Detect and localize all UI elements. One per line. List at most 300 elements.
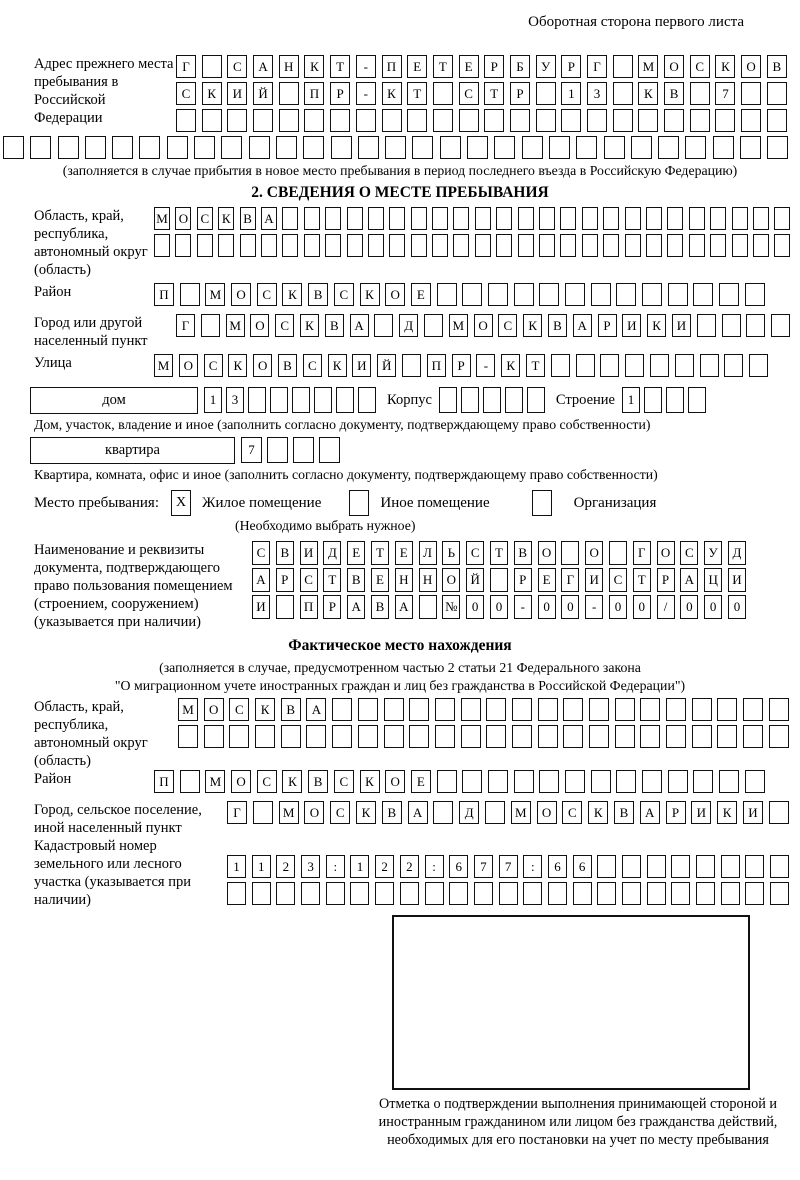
char-cell[interactable]: [741, 82, 761, 105]
char-cell[interactable]: [461, 725, 481, 748]
char-cell[interactable]: [615, 698, 635, 721]
char-cell[interactable]: [432, 234, 448, 257]
char-cell[interactable]: [692, 698, 712, 721]
char-cell[interactable]: И: [743, 801, 763, 824]
char-cell[interactable]: Р: [323, 595, 341, 619]
char-cell[interactable]: 3: [587, 82, 607, 105]
char-cell[interactable]: [658, 136, 679, 159]
char-cell[interactable]: [462, 283, 482, 306]
char-cell[interactable]: [301, 882, 320, 905]
char-cell[interactable]: [409, 725, 429, 748]
char-cell[interactable]: [597, 855, 616, 878]
char-cell[interactable]: К: [360, 770, 380, 793]
char-cell[interactable]: П: [154, 283, 174, 306]
char-cell[interactable]: [30, 136, 51, 159]
char-cell[interactable]: [347, 207, 363, 230]
char-cell[interactable]: О: [250, 314, 269, 337]
char-cell[interactable]: [261, 234, 277, 257]
char-cell[interactable]: [347, 234, 363, 257]
char-cell[interactable]: [474, 882, 493, 905]
char-cell[interactable]: К: [717, 801, 737, 824]
char-cell[interactable]: -: [514, 595, 532, 619]
char-cell[interactable]: [700, 354, 719, 377]
char-cell[interactable]: [202, 55, 222, 78]
char-cell[interactable]: Т: [490, 541, 508, 565]
char-cell[interactable]: [587, 109, 607, 132]
char-cell[interactable]: [374, 314, 393, 337]
char-cell[interactable]: Г: [587, 55, 607, 78]
char-cell[interactable]: [358, 698, 378, 721]
char-cell[interactable]: -: [356, 82, 376, 105]
char-cell[interactable]: О: [664, 55, 684, 78]
char-cell[interactable]: [139, 136, 160, 159]
char-cell[interactable]: [650, 354, 669, 377]
char-cell[interactable]: Р: [657, 568, 675, 592]
char-cell[interactable]: [253, 801, 273, 824]
char-cell[interactable]: [576, 136, 597, 159]
char-cell[interactable]: [640, 698, 660, 721]
char-cell[interactable]: [424, 314, 443, 337]
char-cell[interactable]: В: [548, 314, 567, 337]
char-cell[interactable]: [573, 882, 592, 905]
char-cell[interactable]: [276, 136, 297, 159]
char-cell[interactable]: Й: [253, 82, 273, 105]
char-cell[interactable]: [85, 136, 106, 159]
char-cell[interactable]: [400, 882, 419, 905]
char-cell[interactable]: [505, 387, 523, 413]
char-cell[interactable]: [453, 207, 469, 230]
char-cell[interactable]: К: [647, 314, 666, 337]
char-cell[interactable]: [435, 725, 455, 748]
char-cell[interactable]: И: [585, 568, 603, 592]
char-cell[interactable]: [745, 283, 765, 306]
char-cell[interactable]: [304, 207, 320, 230]
char-cell[interactable]: М: [511, 801, 531, 824]
char-cell[interactable]: [719, 770, 739, 793]
char-cell[interactable]: [330, 109, 350, 132]
char-cell[interactable]: 2: [276, 855, 295, 878]
char-cell[interactable]: [325, 234, 341, 257]
char-cell[interactable]: [306, 725, 326, 748]
char-cell[interactable]: [411, 234, 427, 257]
char-cell[interactable]: [538, 698, 558, 721]
char-cell[interactable]: [769, 698, 789, 721]
char-cell[interactable]: [565, 770, 585, 793]
char-cell[interactable]: [613, 109, 633, 132]
char-cell[interactable]: В: [614, 801, 634, 824]
char-cell[interactable]: С: [300, 568, 318, 592]
char-cell[interactable]: [609, 541, 627, 565]
char-cell[interactable]: С: [334, 770, 354, 793]
char-cell[interactable]: [753, 207, 769, 230]
char-cell[interactable]: 2: [400, 855, 419, 878]
char-cell[interactable]: Г: [633, 541, 651, 565]
char-cell[interactable]: [745, 855, 764, 878]
char-cell[interactable]: Т: [330, 55, 350, 78]
char-cell[interactable]: [461, 387, 479, 413]
char-cell[interactable]: [692, 725, 712, 748]
char-cell[interactable]: [326, 882, 345, 905]
char-cell[interactable]: О: [537, 801, 557, 824]
char-cell[interactable]: [527, 387, 545, 413]
char-cell[interactable]: Р: [330, 82, 350, 105]
char-cell[interactable]: 0: [633, 595, 651, 619]
char-cell[interactable]: 7: [474, 855, 493, 878]
char-cell[interactable]: [675, 354, 694, 377]
char-cell[interactable]: Л: [419, 541, 437, 565]
char-cell[interactable]: [722, 314, 741, 337]
char-cell[interactable]: [667, 234, 683, 257]
char-cell[interactable]: [710, 207, 726, 230]
char-cell[interactable]: [356, 109, 376, 132]
char-cell[interactable]: [666, 698, 686, 721]
char-cell[interactable]: [485, 801, 505, 824]
char-cell[interactable]: [270, 387, 288, 413]
char-cell[interactable]: [267, 437, 288, 463]
char-cell[interactable]: [724, 354, 743, 377]
char-cell[interactable]: В: [767, 55, 787, 78]
char-cell[interactable]: [721, 855, 740, 878]
char-cell[interactable]: А: [350, 314, 369, 337]
char-cell[interactable]: [227, 109, 247, 132]
char-cell[interactable]: [642, 770, 662, 793]
char-cell[interactable]: [591, 770, 611, 793]
char-cell[interactable]: [770, 855, 789, 878]
char-cell[interactable]: Б: [510, 55, 530, 78]
char-cell[interactable]: О: [304, 801, 324, 824]
char-cell[interactable]: К: [282, 283, 302, 306]
char-cell[interactable]: [667, 207, 683, 230]
char-cell[interactable]: [642, 283, 662, 306]
char-cell[interactable]: [549, 136, 570, 159]
char-cell[interactable]: К: [202, 82, 222, 105]
char-cell[interactable]: [292, 387, 310, 413]
char-cell[interactable]: -: [476, 354, 495, 377]
char-cell[interactable]: [437, 770, 457, 793]
char-cell[interactable]: [591, 283, 611, 306]
char-cell[interactable]: О: [253, 354, 272, 377]
char-cell[interactable]: 3: [301, 855, 320, 878]
char-cell[interactable]: [563, 725, 583, 748]
char-cell[interactable]: Д: [323, 541, 341, 565]
char-cell[interactable]: [449, 882, 468, 905]
char-cell[interactable]: П: [300, 595, 318, 619]
char-cell[interactable]: [582, 234, 598, 257]
char-cell[interactable]: [710, 234, 726, 257]
char-cell[interactable]: [774, 207, 790, 230]
char-cell[interactable]: О: [385, 770, 405, 793]
char-cell[interactable]: П: [427, 354, 446, 377]
char-cell[interactable]: [475, 234, 491, 257]
char-cell[interactable]: А: [252, 568, 270, 592]
char-cell[interactable]: К: [382, 82, 402, 105]
char-cell[interactable]: Ц: [704, 568, 722, 592]
char-cell[interactable]: [604, 136, 625, 159]
char-cell[interactable]: 7: [241, 437, 262, 463]
char-cell[interactable]: [303, 136, 324, 159]
char-cell[interactable]: [154, 234, 170, 257]
char-cell[interactable]: 0: [538, 595, 556, 619]
char-cell[interactable]: 3: [226, 387, 244, 413]
char-cell[interactable]: В: [664, 82, 684, 105]
char-cell[interactable]: [336, 387, 354, 413]
char-cell[interactable]: У: [704, 541, 722, 565]
char-cell[interactable]: [640, 725, 660, 748]
char-cell[interactable]: [688, 387, 706, 413]
char-cell[interactable]: И: [691, 801, 711, 824]
char-cell[interactable]: [560, 207, 576, 230]
char-cell[interactable]: Р: [666, 801, 686, 824]
char-cell[interactable]: И: [300, 541, 318, 565]
char-cell[interactable]: 1: [622, 387, 640, 413]
char-cell[interactable]: [276, 595, 294, 619]
char-cell[interactable]: [717, 725, 737, 748]
char-cell[interactable]: [589, 725, 609, 748]
char-cell[interactable]: О: [538, 541, 556, 565]
char-cell[interactable]: [218, 234, 234, 257]
char-cell[interactable]: [439, 387, 457, 413]
char-cell[interactable]: [180, 770, 200, 793]
char-cell[interactable]: С: [257, 770, 277, 793]
char-cell[interactable]: [368, 234, 384, 257]
char-cell[interactable]: [412, 136, 433, 159]
char-cell[interactable]: В: [371, 595, 389, 619]
char-cell[interactable]: -: [356, 55, 376, 78]
char-cell[interactable]: [719, 283, 739, 306]
char-cell[interactable]: Н: [395, 568, 413, 592]
char-cell[interactable]: К: [255, 698, 275, 721]
char-cell[interactable]: 7: [499, 855, 518, 878]
char-cell[interactable]: [437, 283, 457, 306]
char-cell[interactable]: [58, 136, 79, 159]
char-cell[interactable]: [741, 109, 761, 132]
char-cell[interactable]: [715, 109, 735, 132]
char-cell[interactable]: [304, 109, 324, 132]
char-cell[interactable]: С: [257, 283, 277, 306]
char-cell[interactable]: [771, 314, 790, 337]
char-cell[interactable]: [613, 55, 633, 78]
char-cell[interactable]: [514, 283, 534, 306]
char-cell[interactable]: [582, 207, 598, 230]
char-cell[interactable]: С: [690, 55, 710, 78]
char-cell[interactable]: М: [154, 207, 170, 230]
char-cell[interactable]: [697, 314, 716, 337]
char-cell[interactable]: [769, 725, 789, 748]
char-cell[interactable]: [548, 882, 567, 905]
char-cell[interactable]: [600, 354, 619, 377]
char-cell[interactable]: Г: [561, 568, 579, 592]
char-cell[interactable]: [488, 770, 508, 793]
char-cell[interactable]: [358, 725, 378, 748]
char-cell[interactable]: [638, 109, 658, 132]
char-cell[interactable]: [518, 234, 534, 257]
char-cell[interactable]: [745, 770, 765, 793]
char-cell[interactable]: Т: [433, 55, 453, 78]
char-cell[interactable]: [176, 109, 196, 132]
char-cell[interactable]: [616, 283, 636, 306]
char-cell[interactable]: С: [229, 698, 249, 721]
char-cell[interactable]: О: [585, 541, 603, 565]
char-cell[interactable]: [389, 234, 405, 257]
char-cell[interactable]: [732, 207, 748, 230]
char-cell[interactable]: Т: [633, 568, 651, 592]
char-cell[interactable]: :: [425, 855, 444, 878]
checkbox-organizatsiya[interactable]: [532, 490, 552, 516]
char-cell[interactable]: 6: [449, 855, 468, 878]
char-cell[interactable]: [539, 283, 559, 306]
char-cell[interactable]: [435, 698, 455, 721]
char-cell[interactable]: [461, 698, 481, 721]
char-cell[interactable]: Е: [411, 283, 431, 306]
char-cell[interactable]: [204, 725, 224, 748]
char-cell[interactable]: [539, 234, 555, 257]
char-cell[interactable]: [419, 595, 437, 619]
char-cell[interactable]: Т: [323, 568, 341, 592]
char-cell[interactable]: К: [360, 283, 380, 306]
char-cell[interactable]: [385, 136, 406, 159]
char-cell[interactable]: [486, 698, 506, 721]
char-cell[interactable]: С: [176, 82, 196, 105]
char-cell[interactable]: [576, 354, 595, 377]
char-cell[interactable]: К: [304, 55, 324, 78]
char-cell[interactable]: Н: [279, 55, 299, 78]
char-cell[interactable]: Е: [459, 55, 479, 78]
char-cell[interactable]: И: [252, 595, 270, 619]
char-cell[interactable]: [332, 698, 352, 721]
char-cell[interactable]: В: [514, 541, 532, 565]
char-cell[interactable]: Т: [484, 82, 504, 105]
char-cell[interactable]: 1: [227, 855, 246, 878]
char-cell[interactable]: [538, 725, 558, 748]
char-cell[interactable]: [281, 725, 301, 748]
char-cell[interactable]: В: [281, 698, 301, 721]
char-cell[interactable]: [767, 109, 787, 132]
char-cell[interactable]: И: [227, 82, 247, 105]
char-cell[interactable]: [522, 136, 543, 159]
char-cell[interactable]: [180, 283, 200, 306]
char-cell[interactable]: [713, 136, 734, 159]
char-cell[interactable]: А: [261, 207, 277, 230]
char-cell[interactable]: :: [326, 855, 345, 878]
char-cell[interactable]: :: [523, 855, 542, 878]
char-cell[interactable]: [350, 882, 369, 905]
char-cell[interactable]: 0: [680, 595, 698, 619]
char-cell[interactable]: П: [304, 82, 324, 105]
char-cell[interactable]: Р: [598, 314, 617, 337]
char-cell[interactable]: [646, 234, 662, 257]
char-cell[interactable]: Р: [510, 82, 530, 105]
char-cell[interactable]: В: [382, 801, 402, 824]
char-cell[interactable]: М: [178, 698, 198, 721]
char-cell[interactable]: [486, 725, 506, 748]
char-cell[interactable]: [745, 882, 764, 905]
char-cell[interactable]: [325, 207, 341, 230]
char-cell[interactable]: [433, 109, 453, 132]
char-cell[interactable]: [774, 234, 790, 257]
char-cell[interactable]: [499, 882, 518, 905]
char-cell[interactable]: М: [449, 314, 468, 337]
char-cell[interactable]: А: [573, 314, 592, 337]
char-cell[interactable]: М: [205, 283, 225, 306]
char-cell[interactable]: [304, 234, 320, 257]
char-cell[interactable]: [743, 725, 763, 748]
char-cell[interactable]: С: [334, 283, 354, 306]
char-cell[interactable]: П: [154, 770, 174, 793]
char-cell[interactable]: [358, 387, 376, 413]
char-cell[interactable]: О: [179, 354, 198, 377]
char-cell[interactable]: [229, 725, 249, 748]
char-cell[interactable]: [551, 354, 570, 377]
char-cell[interactable]: [740, 136, 761, 159]
char-cell[interactable]: /: [657, 595, 675, 619]
char-cell[interactable]: Г: [176, 55, 196, 78]
char-cell[interactable]: [769, 801, 789, 824]
char-cell[interactable]: [561, 541, 579, 565]
char-cell[interactable]: [382, 109, 402, 132]
char-cell[interactable]: [565, 283, 585, 306]
char-cell[interactable]: [536, 109, 556, 132]
char-cell[interactable]: Р: [514, 568, 532, 592]
char-cell[interactable]: [644, 387, 662, 413]
char-cell[interactable]: [453, 234, 469, 257]
char-cell[interactable]: [490, 568, 508, 592]
char-cell[interactable]: Г: [227, 801, 247, 824]
char-cell[interactable]: С: [204, 354, 223, 377]
char-cell[interactable]: [666, 725, 686, 748]
char-cell[interactable]: 1: [204, 387, 222, 413]
char-cell[interactable]: [647, 882, 666, 905]
char-cell[interactable]: №: [442, 595, 460, 619]
char-cell[interactable]: [411, 207, 427, 230]
char-cell[interactable]: [693, 283, 713, 306]
char-cell[interactable]: [112, 136, 133, 159]
char-cell[interactable]: [693, 770, 713, 793]
char-cell[interactable]: Е: [411, 770, 431, 793]
char-cell[interactable]: В: [278, 354, 297, 377]
char-cell[interactable]: С: [303, 354, 322, 377]
char-cell[interactable]: [496, 207, 512, 230]
char-cell[interactable]: [743, 698, 763, 721]
char-cell[interactable]: Т: [407, 82, 427, 105]
char-cell[interactable]: [459, 109, 479, 132]
char-cell[interactable]: [252, 882, 271, 905]
char-cell[interactable]: К: [228, 354, 247, 377]
char-cell[interactable]: [625, 234, 641, 257]
char-cell[interactable]: [253, 109, 273, 132]
char-cell[interactable]: А: [347, 595, 365, 619]
char-cell[interactable]: М: [226, 314, 245, 337]
char-cell[interactable]: [767, 136, 788, 159]
char-cell[interactable]: М: [279, 801, 299, 824]
char-cell[interactable]: [375, 882, 394, 905]
char-cell[interactable]: [753, 234, 769, 257]
char-cell[interactable]: [732, 234, 748, 257]
char-cell[interactable]: Р: [484, 55, 504, 78]
char-cell[interactable]: О: [385, 283, 405, 306]
char-cell[interactable]: М: [638, 55, 658, 78]
char-cell[interactable]: [467, 136, 488, 159]
char-cell[interactable]: [197, 234, 213, 257]
char-cell[interactable]: А: [640, 801, 660, 824]
char-cell[interactable]: К: [300, 314, 319, 337]
char-cell[interactable]: К: [638, 82, 658, 105]
char-cell[interactable]: С: [227, 55, 247, 78]
char-cell[interactable]: 0: [609, 595, 627, 619]
char-cell[interactable]: И: [622, 314, 641, 337]
char-cell[interactable]: К: [715, 55, 735, 78]
char-cell[interactable]: 1: [350, 855, 369, 878]
char-cell[interactable]: [685, 136, 706, 159]
